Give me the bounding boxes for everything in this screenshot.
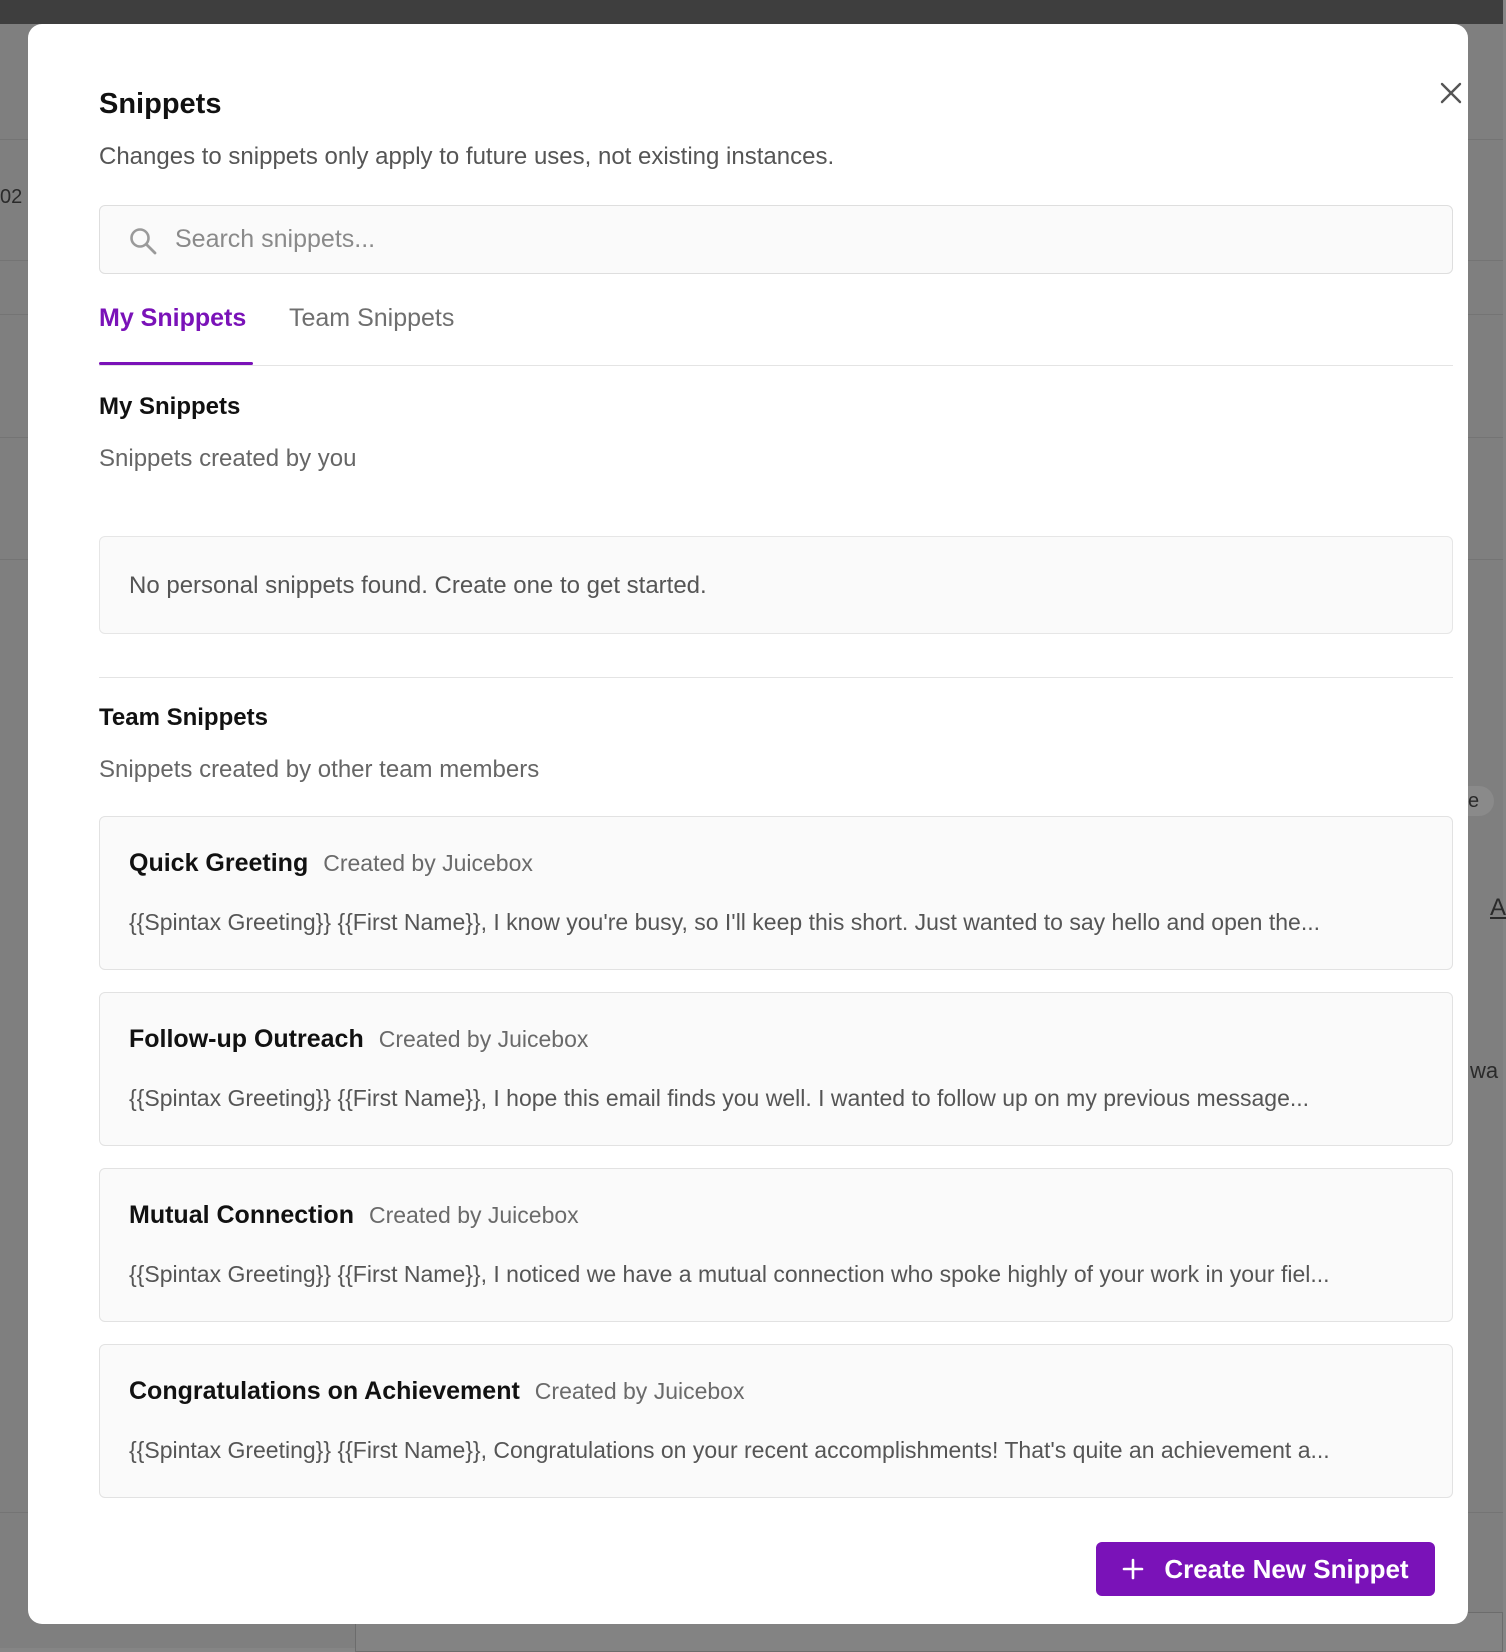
snippet-author: Created by Juicebox [378, 1026, 589, 1052]
background-text-fragment: 02 [0, 186, 23, 208]
snippet-name: Follow-up Outreach [129, 1025, 364, 1053]
snippet-author: Created by Juicebox [323, 850, 533, 876]
search-box [99, 205, 1453, 274]
snippet-card-quick-greeting[interactable] [99, 816, 1453, 970]
tab-team-snippets[interactable]: Team Snippets [289, 304, 455, 332]
search-input[interactable] [175, 206, 1435, 273]
team-snippets-heading: Team Snippets [99, 704, 268, 731]
snippet-author: Created by Juicebox [368, 1202, 579, 1228]
snippet-name: Quick Greeting [129, 849, 309, 877]
background-text-fragment: A [1490, 894, 1506, 921]
snippet-card-follow-up-outreach[interactable] [99, 992, 1453, 1146]
modal-subtitle: Changes to snippets only apply to future uses, not existing instances. [99, 143, 835, 170]
snippet-preview: {{Spintax Greeting}} {{First Name}}, I noticed we have a mutual connection who spoke highly of your work in your fiel... [129, 1261, 1330, 1287]
tab-my-snippets[interactable]: My Snippets [99, 304, 247, 332]
snippet-card-mutual-connection[interactable] [99, 1168, 1453, 1322]
my-snippets-subtitle: Snippets created by you [99, 445, 357, 472]
create-button-label: Create New Snippet [1164, 1553, 1409, 1584]
plus-icon [1122, 1558, 1144, 1580]
snippet-preview: {{Spintax Greeting}} {{First Name}}, Congratulations on your recent accomplishments! That's quite an achievement a... [129, 1437, 1330, 1463]
snippets-modal [28, 24, 1468, 1624]
snippet-preview: {{Spintax Greeting}} {{First Name}}, I know you're busy, so I'll keep this short. Just wanted to say hello and open the... [129, 909, 1320, 935]
snippet-author: Created by Juicebox [534, 1378, 745, 1404]
team-snippets-subtitle: Snippets created by other team members [99, 756, 540, 783]
background-text-fragment: wa [1470, 1058, 1499, 1083]
snippet-preview: {{Spintax Greeting}} {{First Name}}, I hope this email finds you well. I wanted to follow up on my previous message... [129, 1085, 1310, 1111]
background-topbar [0, 0, 1503, 24]
close-icon [1440, 82, 1462, 104]
tab-bar [99, 294, 1453, 366]
my-snippets-heading: My Snippets [99, 393, 241, 420]
snippet-card-congratulations[interactable] [99, 1344, 1453, 1498]
empty-state-message: No personal snippets found. Create one to get started. [129, 572, 707, 599]
empty-state [99, 536, 1453, 634]
search-icon [128, 226, 158, 256]
create-new-snippet-button[interactable] [1096, 1542, 1435, 1596]
active-tab-indicator [99, 362, 253, 365]
section-divider [99, 677, 1453, 678]
snippet-name: Mutual Connection [129, 1201, 354, 1229]
snippet-name: Congratulations on Achievement [129, 1377, 520, 1405]
background-text-fragment: e [1468, 790, 1480, 812]
modal-title: Snippets [99, 88, 222, 120]
close-button[interactable] [1434, 76, 1468, 110]
